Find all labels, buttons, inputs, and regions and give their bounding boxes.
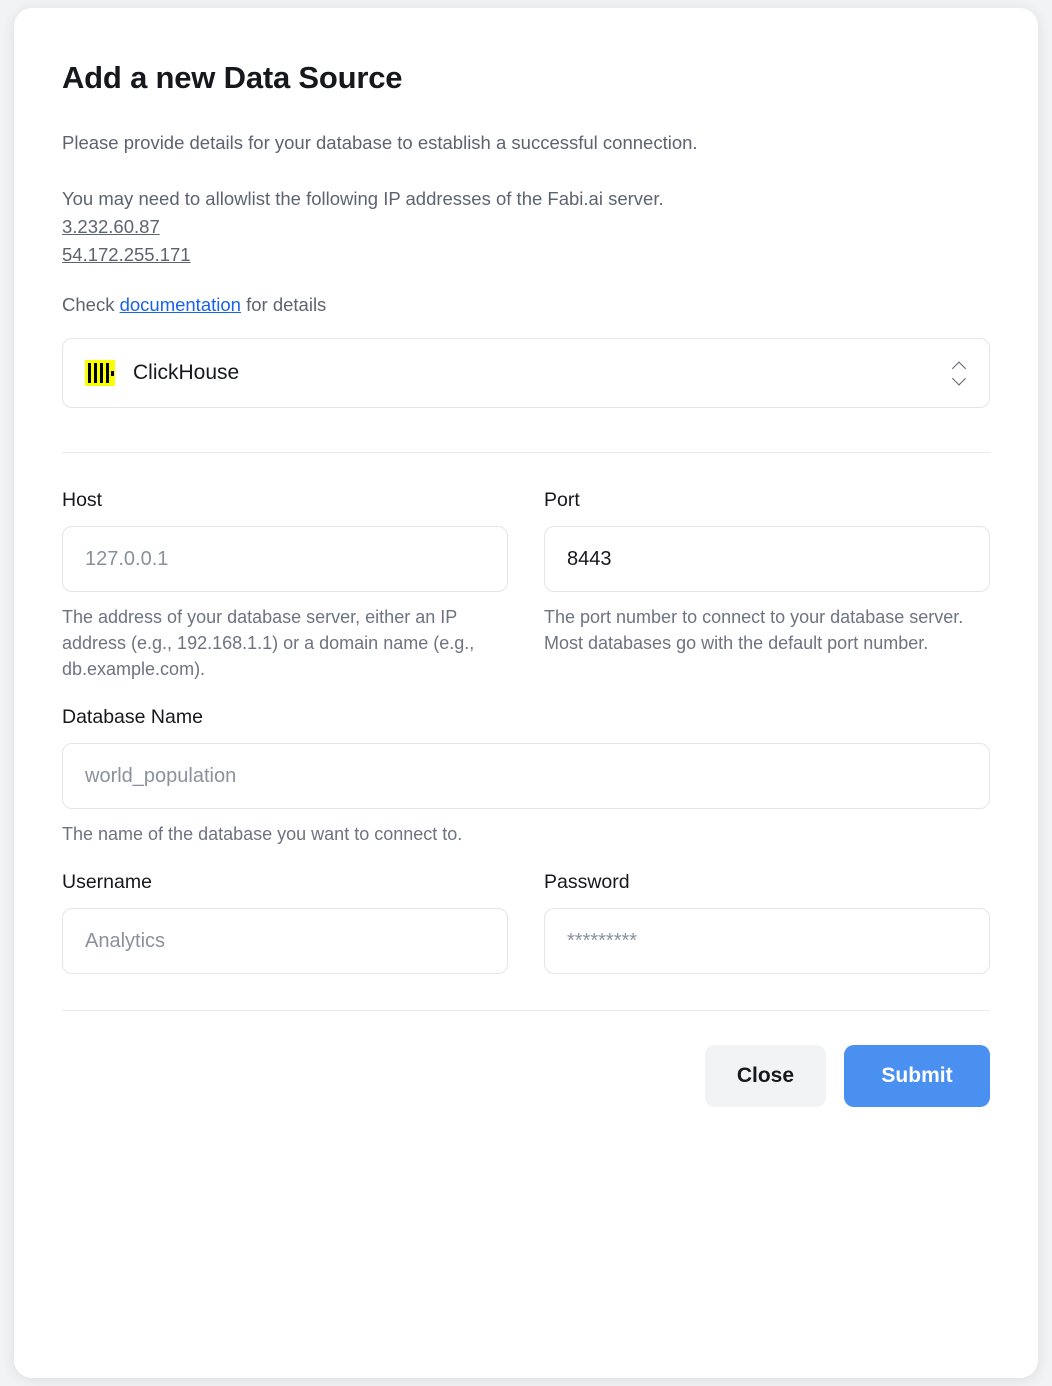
doc-suffix-text: for details — [240, 294, 327, 315]
close-button[interactable]: Close — [705, 1045, 826, 1107]
host-field-group — [62, 489, 508, 682]
database-name-label: Database Name — [62, 706, 203, 729]
datasource-select-value: ClickHouse — [133, 361, 240, 384]
database-name-field-group — [62, 706, 990, 847]
password-field-group — [544, 871, 990, 974]
username-input[interactable] — [62, 908, 508, 974]
chevron-updown-icon[interactable] — [953, 363, 967, 384]
host-helper-text: The address of your database server, either an IP address (e.g., 192.168.1.1) or a domain name (e.g., db.example.com). — [62, 607, 475, 680]
dialog-subtitle: Please provide details for your database to establish a successful connection. — [62, 132, 698, 153]
password-label: Password — [544, 871, 630, 894]
allowlist-instruction: You may need to allowlist the following IP addresses of the Fabi.ai server. — [62, 188, 664, 209]
ip-address-2[interactable]: 54.172.255.171 — [62, 244, 191, 265]
host-port-row — [62, 489, 990, 682]
credentials-row — [62, 871, 990, 974]
datasource-type-select[interactable] — [62, 338, 990, 408]
submit-button[interactable]: Submit — [844, 1045, 990, 1107]
username-field-group — [62, 871, 508, 974]
username-label: Username — [62, 871, 152, 894]
database-name-input[interactable] — [62, 743, 990, 809]
page-title: Add a new Data Source — [62, 60, 403, 95]
documentation-link[interactable]: documentation — [119, 294, 241, 315]
database-name-helper-text: The name of the database you want to connect to. — [62, 824, 463, 845]
doc-prefix-text: Check — [62, 294, 120, 315]
ip-address-1[interactable]: 3.232.60.87 — [62, 216, 160, 237]
host-input[interactable] — [62, 526, 508, 592]
documentation-line — [62, 294, 990, 316]
section-divider — [62, 452, 990, 453]
clickhouse-logo-icon — [85, 360, 115, 386]
dialog-footer — [62, 1011, 990, 1107]
port-label: Port — [544, 489, 580, 511]
password-input[interactable] — [544, 908, 990, 974]
port-field-group — [544, 489, 990, 682]
add-data-source-dialog — [14, 8, 1038, 1378]
host-label: Host — [62, 489, 103, 511]
port-helper-text: The port number to connect to your database server. Most databases go with the default port number. — [544, 607, 964, 654]
port-input[interactable] — [544, 526, 990, 592]
